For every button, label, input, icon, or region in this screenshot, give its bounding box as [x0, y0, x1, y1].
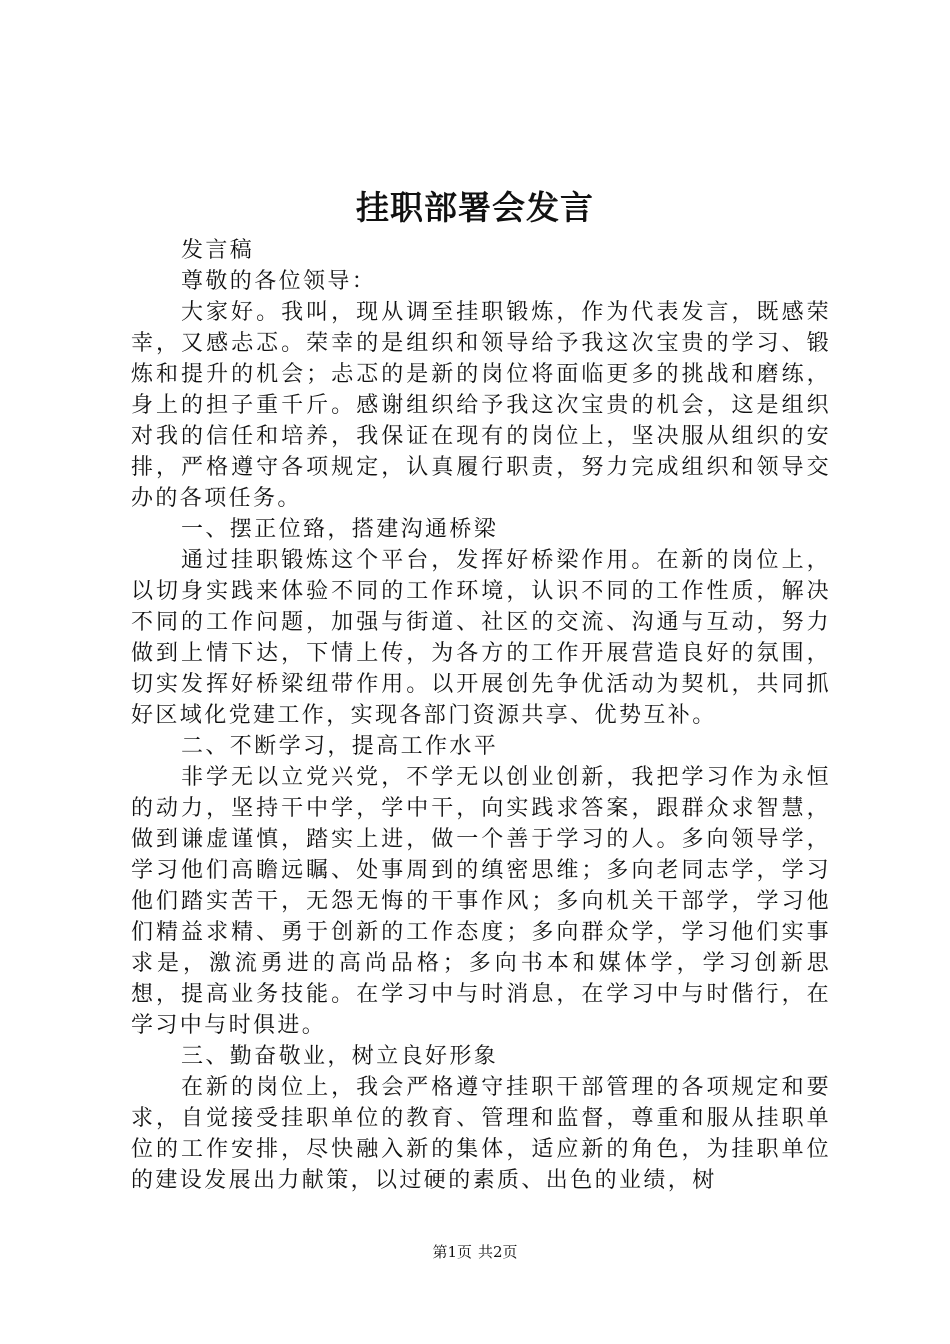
- paragraph-greeting-label: 发言稿: [181, 238, 255, 263]
- page-number: 第1页: [432, 1243, 472, 1261]
- document-title: 挂职部署会发言: [356, 188, 594, 227]
- section-heading-3: 三、勤奋敬业，树立良好形象: [181, 1044, 499, 1069]
- page-total: 共2页: [478, 1243, 518, 1261]
- paragraph-intro: 大家好。我叫，现从调至挂职锻炼，作为代表发言，既感荣幸，又感忐忑。荣幸的是组织和领导给予我这次宝贵的学习、锻炼和提升的机会；忐忑的是新的岗位将面临更多的挑战和磨练，身上的担子重千斤。感谢组织给予我这次宝贵的机会，这是组织对我的信任和培养，我保证在现有的岗位上，坚决服从组织的安排，严格遵守各项规定，认真履行职责，努力完成组织和领导交办的各项任务。: [131, 300, 831, 511]
- section-heading-2: 二、不断学习，提高工作水平: [181, 734, 499, 759]
- page-footer: [0, 1242, 950, 1262]
- paragraph-section-3: 在新的岗位上，我会严格遵守挂职干部管理的各项规定和要求，自觉接受挂职单位的教育、管理和监督，尊重和服从挂职单位的工作安排，尽快融入新的集体，适应新的角色，为挂职单位的建设发展出力献策，以过硬的素质、出色的业绩，树: [131, 1075, 831, 1193]
- document-body: [131, 235, 831, 1196]
- paragraph-salutation: 尊敬的各位领导：: [181, 269, 377, 294]
- paragraph-section-1: 通过挂职锻炼这个平台，发挥好桥梁作用。在新的岗位上，以切身实践来体验不同的工作环境，认识不同的工作性质，解决不同的工作问题，加强与街道、社区的交流、沟通与互动，努力做到上情下达，下情上传，为各方的工作开展营造良好的氛围，切实发挥好桥梁纽带作用。以开展创先争优活动为契机，共同抓好区域化党建工作，实现各部门资源共享、优势互补。: [131, 548, 831, 728]
- section-heading-1: 一、摆正位臵，搭建沟通桥梁: [181, 517, 499, 542]
- paragraph-section-2: 非学无以立党兴党，不学无以创业创新，我把学习作为永恒的动力，坚持干中学，学中干，向实践求答案，跟群众求智慧，做到谦虚谨慎，踏实上进，做一个善于学习的人。多向领导学，学习他们高瞻远瞩、处事周到的缜密思维；多向老同志学，学习他们踏实苦干，无怨无悔的干事作风；多向机关干部学，学习他们精益求精、勇于创新的工作态度；多向群众学，学习他们实事求是，激流勇进的高尚品格；多向书本和媒体学，学习创新思想，提高业务技能。在学习中与时消息，在学习中与时偕行，在学习中与时俱进。: [131, 765, 831, 1038]
